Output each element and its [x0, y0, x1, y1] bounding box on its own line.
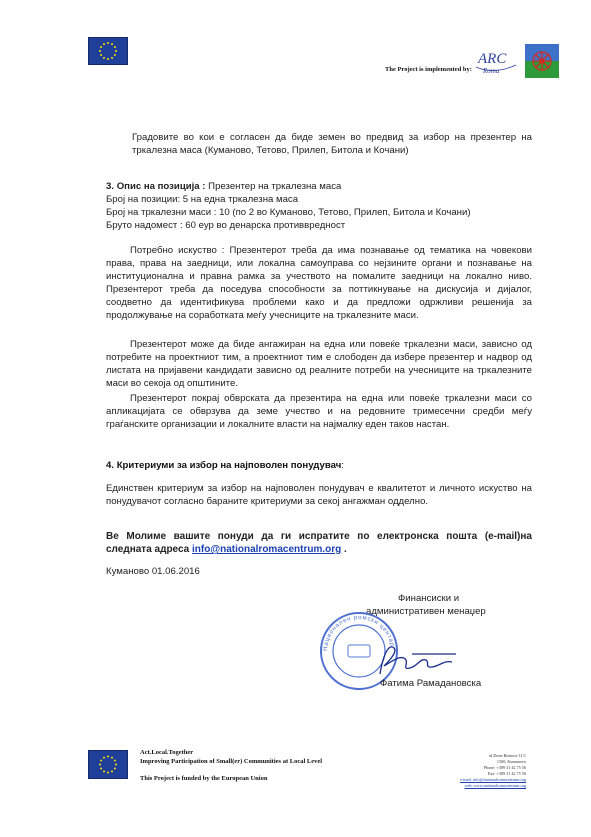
- gross-fee: Бруто надомест : 60 еур во денарска противвредност: [106, 220, 346, 231]
- footer-project-subtitle: Improving Participation of Small(er) Communities at Local Level: [140, 758, 323, 765]
- footer-phone: Phone: +389 31 42 75 56: [483, 765, 526, 770]
- experience-paragraph: Потребно искуство : Презентерот треба да има познавање од тематика на човекови права, права на заедници, или локална самоуправа со нејзините органи и познавање на институционална и правна рамка за учеството на помалите заедници на локално ниво. Презентерот треба да поседува способности за поттикнување на дискусија и дијалог, соодветно да идентификува проблеми како и да предложи одржливи решенија за продолжување на соработката меѓу учесниците на тркалезните маси.: [106, 245, 532, 321]
- section3-title-value: Презентер на тркалезна маса: [208, 181, 342, 192]
- footer-address: ul.Done Bozinov 11/1: [489, 753, 526, 758]
- section4-number: 4.: [106, 460, 115, 471]
- eu-stars-icon: [89, 38, 127, 64]
- intro-paragraph: Градовите во кои е согласен да биде земен во предвид за избор на презентер на тркалезна маса (Куманово, Тетово, Прилеп, Битола и Кочани): [132, 132, 532, 156]
- footer-funding-note: This Project is funded by the European Union: [140, 775, 268, 782]
- footer-email-link[interactable]: e-mail: info@nationalromacentrum.org: [460, 777, 526, 782]
- contact-email-link[interactable]: info@nationalromacentrum.org: [192, 544, 342, 555]
- footer-contact-block: [440, 753, 526, 789]
- signatory-role-line2: административен менаџер: [366, 606, 486, 617]
- section3-number: 3.: [106, 181, 115, 192]
- footer-web-link[interactable]: web: www.nationalromacentrum.org: [464, 783, 526, 788]
- submission-request-end: .: [344, 544, 347, 555]
- footer-fax: Fax: +389 31 42 75 56: [487, 771, 526, 776]
- footer-eu-flag-logo: [88, 750, 128, 779]
- roma-flag-logo: [525, 44, 559, 78]
- obligation-paragraph: Презентерот покрај обврската да презентира на една или повеќе тркалезни маси со апликацијата се обврзува да земе учество и на редовните тримесечни средби меѓу граѓанските организации и локалните власти на најмалку еден таков настан.: [106, 393, 532, 430]
- handwritten-signature: [372, 640, 464, 680]
- chakra-wheel-icon: [533, 52, 551, 70]
- section3-heading: [106, 180, 341, 193]
- footer-project-name: Act.Local.Together: [140, 749, 194, 756]
- section3-title: Опис на позиција :: [116, 181, 206, 192]
- stamp-text: Национален ромски центар: [322, 614, 395, 652]
- section4-title-suffix: :: [341, 460, 344, 471]
- footer-eu-stars-icon: [89, 751, 127, 778]
- submission-request-text: Ве Молиме вашите понуди да ги испратите по електронска пошта (e-mail)на следната адреса: [106, 531, 532, 555]
- tables-count: Број на тркалезни маси : 10 (по 2 во Куманово, Тетово, Прилеп, Битола и Кочани): [106, 207, 471, 218]
- eu-flag-logo: [88, 37, 128, 65]
- signatory-name: Фатима Рамадановска: [380, 678, 482, 689]
- implemented-by-label: The Project is implemented by:: [385, 66, 472, 73]
- engagement-paragraph: Презентерот може да биде ангажиран на една или повеќе тркалезни маси, зависно од потребите на проектниот тим, а проектниот тим е слободен да избере презентер и надвор од листата на пријавени кандидати зависно од реалните потреби на учесниците на тркалезните маси во секоја од општините.: [106, 339, 532, 389]
- arc-logo-text: ARC: [478, 51, 507, 67]
- arc-logo-subtext: Roma: [483, 67, 500, 75]
- criteria-paragraph: Единствен критериум за избор на најповолен понудувач е квалитетот и личното искуство на понудувачот согласно бараните критериуми за секој ангажман одделно.: [106, 483, 532, 507]
- positions-count: Број на позиции: 5 на една тркалезна маса: [106, 194, 299, 205]
- arc-logo: [474, 45, 520, 77]
- section4-title: Критериуми за избор на најповолен понудувач: [116, 460, 342, 471]
- submission-request: [106, 530, 532, 556]
- signatory-role-line1: Финансиски и: [398, 593, 460, 604]
- section4-heading: [106, 460, 344, 471]
- footer-city: 1300, Kumanovo: [496, 759, 526, 764]
- place-date: Куманово 01.06.2016: [106, 566, 200, 577]
